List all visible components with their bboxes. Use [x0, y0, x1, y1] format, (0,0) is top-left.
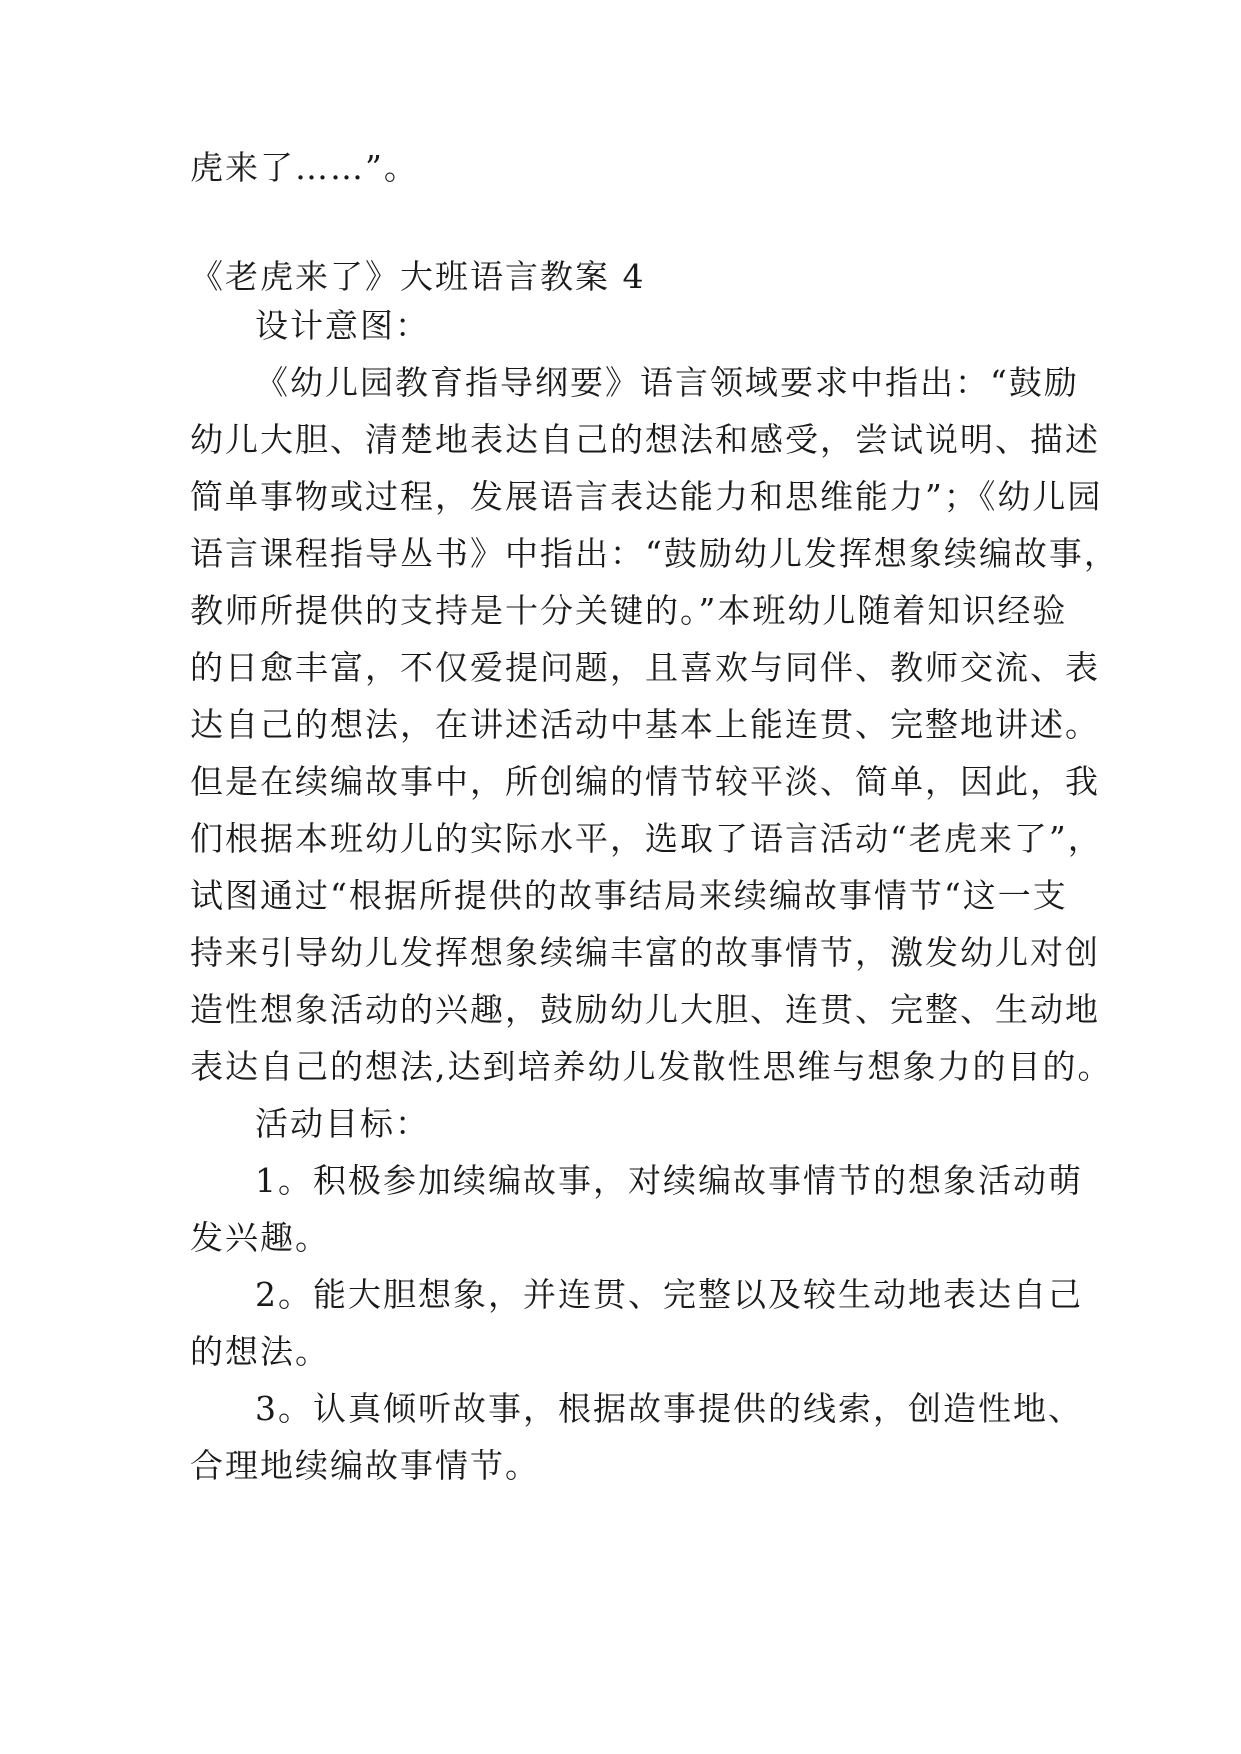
paragraph-line: 造性想象活动的兴趣，鼓励幼儿大胆、连贯、完整、生动地: [190, 990, 1100, 1029]
paragraph-line: 达自己的想法，在讲述活动中基本上能连贯、完整地讲述。: [190, 705, 1100, 744]
paragraph-line: 表达自己的想法,达到培养幼儿发散性思维与想象力的目的。: [190, 1047, 1113, 1086]
goal-item-line: 合理地续编故事情节。: [190, 1446, 540, 1485]
goal-item-line: 的想法。: [190, 1332, 330, 1371]
design-intent-heading: 设计意图：: [255, 306, 430, 345]
goal-item-line: 2。能大胆想象，并连贯、完整以及较生动地表达自己: [255, 1275, 1083, 1314]
goal-item-line: 发兴趣。: [190, 1218, 330, 1257]
paragraph-line: 但是在续编故事中，所创编的情节较平淡、简单，因此，我: [190, 762, 1100, 801]
paragraph-line: 《幼儿园教育指导纲要》语言领域要求中指出：“鼓励: [255, 363, 1079, 402]
paragraph-line: 教师所提供的支持是十分关键的。”本班幼儿随着知识经验: [190, 591, 1068, 630]
document-title: 《老虎来了》大班语言教案 4: [190, 257, 646, 296]
goal-item-line: 1。积极参加续编故事，对续编故事情节的想象活动萌: [255, 1161, 1083, 1200]
goals-heading: 活动目标：: [255, 1104, 430, 1143]
paragraph-line: 持来引导幼儿发挥想象续编丰富的故事情节，激发幼儿对创: [190, 933, 1100, 972]
goal-item-line: 3。认真倾听故事，根据故事提供的线索，创造性地、: [255, 1389, 1083, 1428]
paragraph-line: 试图通过“根据所提供的故事结局来续编故事情节“这一支: [190, 876, 1068, 915]
paragraph-line: 语言课程指导丛书》中指出：“鼓励幼儿发挥想象续编故事，: [190, 534, 1119, 573]
paragraph-line: 们根据本班幼儿的实际水平，选取了语言活动“老虎来了”，: [190, 819, 1103, 858]
paragraph-line: 的日愈丰富，不仅爱提问题，且喜欢与同伴、教师交流、表: [190, 648, 1100, 687]
paragraph-line: 简单事物或过程，发展语言表达能力和思维能力”；《幼儿园: [190, 477, 1103, 516]
continuation-line: 虎来了……”。: [190, 148, 419, 187]
paragraph-line: 幼儿大胆、清楚地表达自己的想法和感受，尝试说明、描述: [190, 420, 1100, 459]
